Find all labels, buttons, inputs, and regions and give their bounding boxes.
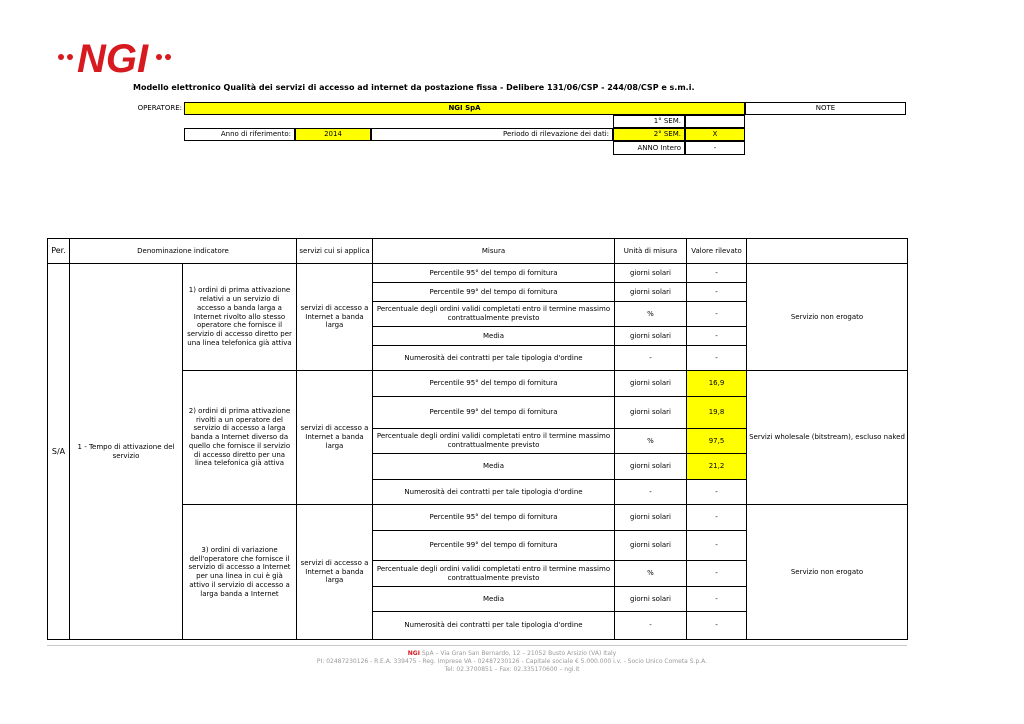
unita-cell: giorni solari xyxy=(615,454,687,480)
unita-cell: giorni solari xyxy=(615,327,687,346)
valore-cell: - xyxy=(687,264,747,283)
valore-cell: - xyxy=(687,302,747,327)
quality-table xyxy=(47,238,908,640)
unita-cell: % xyxy=(615,302,687,327)
valore-cell: 19,8 xyxy=(687,397,747,429)
period-label-3: ANNO Intero xyxy=(613,141,685,155)
footer-company: NGI xyxy=(407,650,420,657)
header-note xyxy=(747,239,908,264)
indicatore-value: 1 - Tempo di attivazione del servizio xyxy=(70,264,183,640)
footer-line-3: Tel: 02.3700851 – Fax: 02.335170600 – ngi.it xyxy=(444,666,580,674)
misura-cell: Percentile 99° del tempo di fornitura xyxy=(373,531,615,561)
misura-cell: Numerosità dei contratti per tale tipologia d'ordine xyxy=(373,346,615,371)
misura-cell: Percentile 95° del tempo di fornitura xyxy=(373,371,615,397)
ngi-logo xyxy=(55,30,175,80)
unita-cell: giorni solari xyxy=(615,397,687,429)
unita-cell: giorni solari xyxy=(615,371,687,397)
period-value-1 xyxy=(685,115,745,128)
unita-cell: giorni solari xyxy=(615,531,687,561)
periodo-label: Periodo di rilevazione dei dati: xyxy=(371,128,613,141)
header-misura: Misura xyxy=(373,239,615,264)
group-3-note: Servizio non erogato xyxy=(747,505,908,640)
header-per: Per. xyxy=(48,239,70,264)
group-3-desc: 3) ordini di variazione dell'operatore che fornisce il servizio di accesso a Internet per una linea in cui è già attivo il servizio di accesso a larga banda a Internet xyxy=(183,505,297,640)
unita-cell: giorni solari xyxy=(615,264,687,283)
valore-cell: - xyxy=(687,531,747,561)
unita-cell: % xyxy=(615,561,687,587)
misura-cell: Media xyxy=(373,587,615,612)
footer-line-1 xyxy=(0,650,1024,658)
period-value-2: X xyxy=(685,128,745,141)
unita-cell: giorni solari xyxy=(615,283,687,302)
group-2-note: Servizi wholesale (bitstream), escluso naked xyxy=(747,371,908,505)
valore-cell: 16,9 xyxy=(687,371,747,397)
table-header-row xyxy=(48,239,908,264)
misura-cell: Percentuale degli ordini validi completati entro il termine massimo contrattualmente previsto xyxy=(373,429,615,454)
operatore-label: OPERATORE: xyxy=(137,104,182,113)
period-value-3: - xyxy=(685,141,745,155)
anno-value: 2014 xyxy=(295,128,371,141)
note-header: NOTE xyxy=(745,102,906,115)
valore-cell: - xyxy=(687,505,747,531)
footer-divider xyxy=(47,645,907,646)
footer xyxy=(0,650,1024,674)
misura-cell: Percentuale degli ordini validi completati entro il termine massimo contrattualmente previsto xyxy=(373,302,615,327)
unita-cell: - xyxy=(615,346,687,371)
misura-cell: Percentuale degli ordini validi completati entro il termine massimo contrattualmente previsto xyxy=(373,561,615,587)
group-2-servizi: servizi di accesso a Internet a banda larga xyxy=(297,371,373,505)
valore-cell: - xyxy=(687,612,747,640)
unita-cell: giorni solari xyxy=(615,587,687,612)
group-2-desc: 2) ordini di prima attivazione rivolti a un operatore del servizio di accesso a larga banda a Internet diverso da quello che fornisce il servizio di accesso diretto per una linea telefonica già attiva xyxy=(183,371,297,505)
per-value: S/A xyxy=(48,264,70,640)
operatore-value: NGI SpA xyxy=(184,102,745,115)
misura-cell: Numerosità dei contratti per tale tipologia d'ordine xyxy=(373,480,615,505)
period-label-1: 1° SEM. xyxy=(613,115,685,128)
header-servizi: servizi cui si applica xyxy=(297,239,373,264)
group-1-note: Servizio non erogato xyxy=(747,264,908,371)
header-valore: Valore rilevato xyxy=(687,239,747,264)
valore-cell: - xyxy=(687,283,747,302)
valore-cell: - xyxy=(687,480,747,505)
header-indicatore: Denominazione indicatore xyxy=(70,239,297,264)
misura-cell: Media xyxy=(373,327,615,346)
unita-cell: - xyxy=(615,480,687,505)
group-1-servizi: servizi di accesso a Internet a banda larga xyxy=(297,264,373,371)
misura-cell: Percentile 95° del tempo di fornitura xyxy=(373,264,615,283)
anno-label: Anno di riferimento: xyxy=(184,128,295,141)
misura-cell: Numerosità dei contratti per tale tipologia d'ordine xyxy=(373,612,615,640)
misura-cell: Percentile 95° del tempo di fornitura xyxy=(373,505,615,531)
footer-line-2: PI: 02487230126 - R.E.A. 339475 - Reg. Imprese VA - 02487230126 - Capitale sociale € 5.000.000 i.v. - Socio Unico Cometa S.p.A. xyxy=(316,658,708,666)
header-unita: Unità di misura xyxy=(615,239,687,264)
page-title: Modello elettronico Qualità dei servizi di accesso ad internet da postazione fissa - Delibere 131/06/CSP - 244/08/CSP e s.m.i. xyxy=(133,83,695,92)
valore-cell: 21,2 xyxy=(687,454,747,480)
footer-address: SpA – Via Gran San Bernardo, 12 – 21052 Busto Arsizio (VA) Italy xyxy=(419,650,617,657)
misura-cell: Percentile 99° del tempo di fornitura xyxy=(373,397,615,429)
valore-cell: - xyxy=(687,327,747,346)
valore-cell: 97,5 xyxy=(687,429,747,454)
group-1-desc: 1) ordini di prima attivazione relativi a un servizio di accesso a banda larga a Internet rivolto allo stesso operatore che fornisce il servizio di accesso diretto per una linea telefonica già attiva xyxy=(183,264,297,371)
valore-cell: - xyxy=(687,561,747,587)
misura-cell: Media xyxy=(373,454,615,480)
table-row xyxy=(48,264,908,283)
unita-cell: % xyxy=(615,429,687,454)
group-3-servizi: servizi di accesso a Internet a banda larga xyxy=(297,505,373,640)
logo-text: NGI xyxy=(77,37,149,80)
valore-cell: - xyxy=(687,346,747,371)
period-label-2: 2° SEM. xyxy=(613,128,685,141)
valore-cell: - xyxy=(687,587,747,612)
unita-cell: giorni solari xyxy=(615,505,687,531)
misura-cell: Percentile 99° del tempo di fornitura xyxy=(373,283,615,302)
unita-cell: - xyxy=(615,612,687,640)
